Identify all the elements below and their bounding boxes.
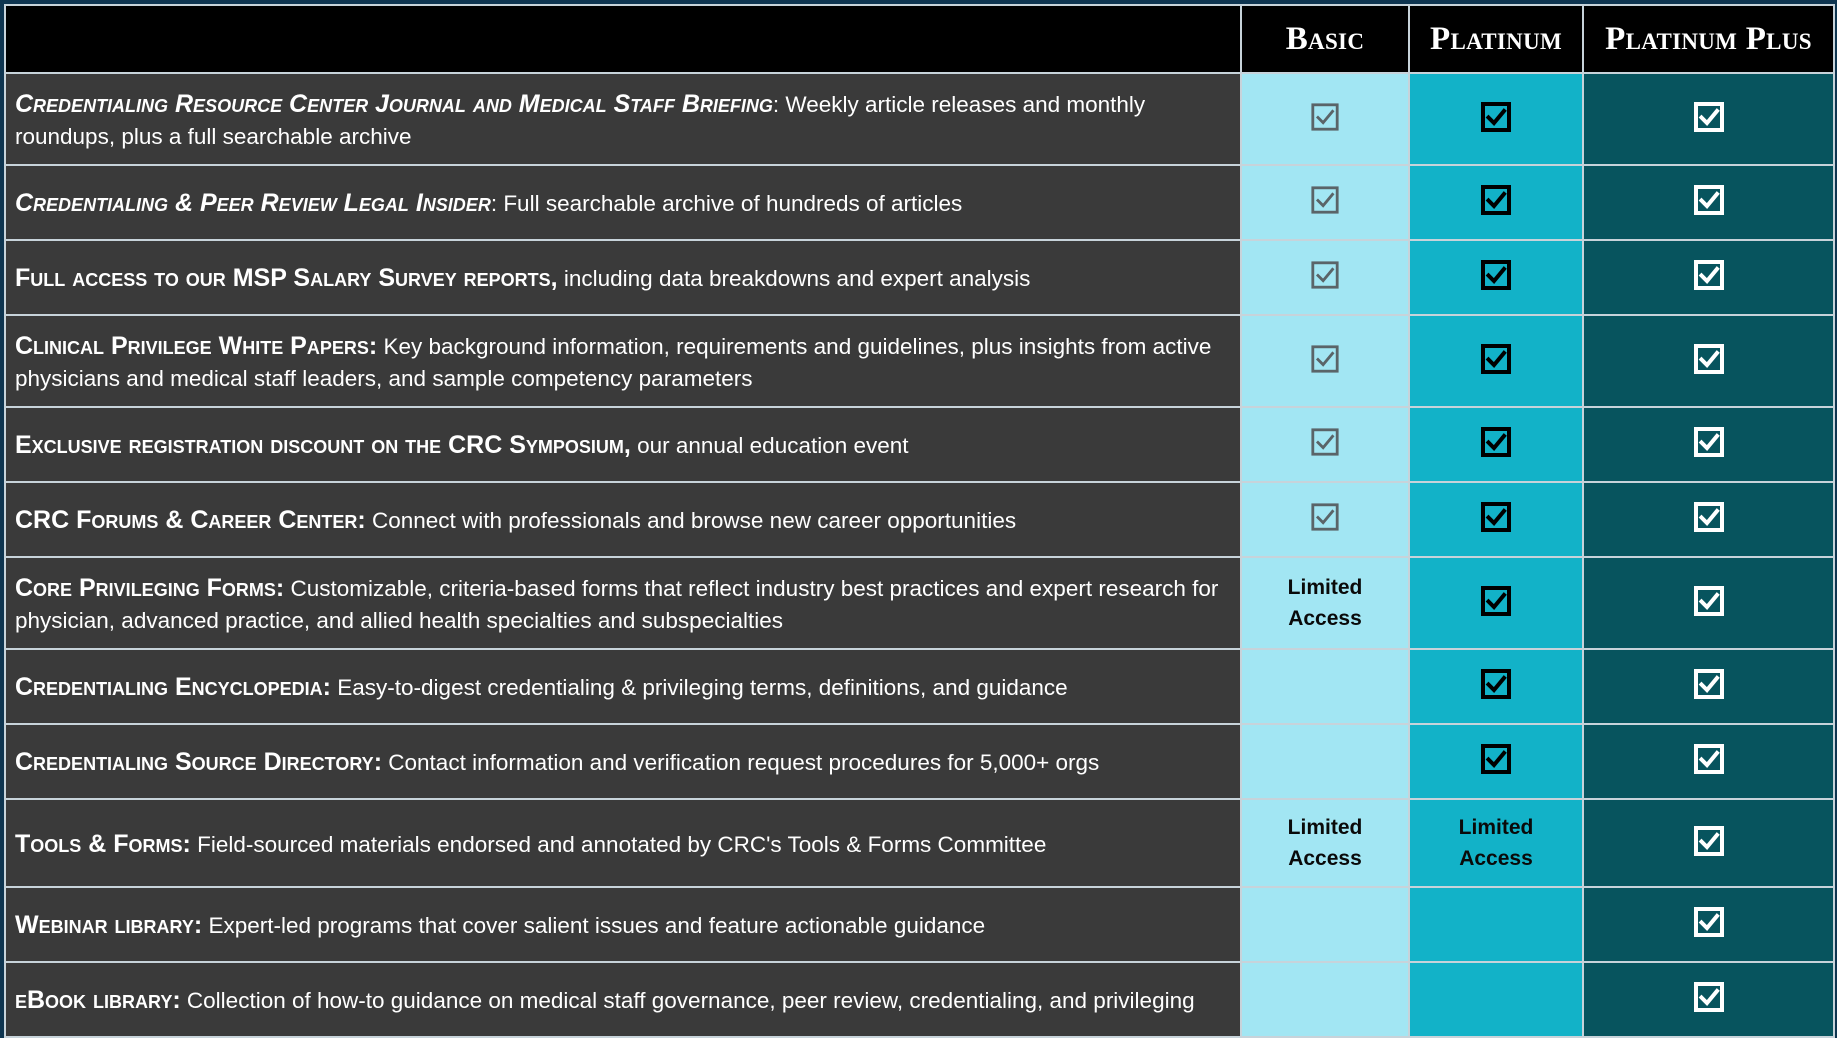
feature-cell [5, 407, 1241, 482]
basic-tier-cell [1241, 887, 1409, 962]
checkbox-checked-icon [1693, 184, 1725, 221]
feature-cell [5, 165, 1241, 240]
checkbox-checked-icon [1693, 668, 1725, 705]
feature-title: Full access to our MSP Salary Survey reports, [15, 264, 558, 292]
checkbox-checked-icon [1693, 585, 1725, 622]
basic-tier-cell [1241, 724, 1409, 799]
platinum-plus-tier-cell [1583, 482, 1834, 557]
feature-row [5, 799, 1834, 887]
checkbox-checked-icon [1480, 343, 1512, 380]
checkbox-checked-icon [1480, 743, 1512, 780]
checkbox-checked-icon [1480, 668, 1512, 705]
feature-title: eBook library: [15, 986, 181, 1014]
checkbox-checked-icon [1480, 585, 1512, 622]
checkbox-checked-icon [1693, 343, 1725, 380]
feature-row [5, 649, 1834, 724]
feature-description: our annual education event [630, 433, 909, 458]
platinum-plus-tier-cell [1583, 724, 1834, 799]
platinum-plus-tier-cell [1583, 962, 1834, 1037]
feature-description: Field-sourced materials endorsed and annotated by CRC's Tools & Forms Committee [190, 831, 1047, 857]
platinum-tier-cell [1409, 482, 1583, 557]
feature-cell [5, 557, 1241, 649]
feature-column-header [5, 5, 1241, 73]
basic-tier-cell [1241, 557, 1409, 649]
limited-access-label: Limited Access [1458, 816, 1534, 870]
feature-cell [5, 482, 1241, 557]
feature-title: CRC Forums & Career Center: [15, 506, 366, 534]
feature-title: Exclusive registration discount on the CRC Symposium, [15, 431, 631, 459]
feature-description: Contact information and verification request procedures for 5,000+ orgs [382, 750, 1100, 775]
platinum-plus-tier-cell [1583, 557, 1834, 649]
platinum-tier-cell [1409, 73, 1583, 165]
membership-comparison-table [4, 4, 1835, 1038]
feature-rows [5, 73, 1834, 1037]
checkbox-checked-icon [1310, 185, 1340, 220]
checkbox-checked-icon [1480, 426, 1512, 463]
platinum-column-header: Platinum [1409, 5, 1583, 73]
feature-description: : Weekly article releases and monthly roundups, plus a full searchable archive [15, 91, 1146, 149]
feature-title: Credentialing Source Directory: [15, 748, 383, 776]
platinum-tier-cell [1409, 799, 1583, 887]
basic-column-header: Basic [1241, 5, 1409, 73]
feature-title: Tools & Forms: [15, 829, 191, 858]
feature-cell [5, 649, 1241, 724]
feature-row [5, 73, 1834, 165]
feature-row [5, 165, 1834, 240]
platinum-tier-cell [1409, 315, 1583, 407]
feature-row [5, 407, 1834, 482]
comparison-frame [4, 4, 1833, 1014]
feature-cell [5, 724, 1241, 799]
checkbox-checked-icon [1310, 260, 1340, 295]
feature-cell [5, 315, 1241, 407]
basic-tier-cell [1241, 407, 1409, 482]
platinum-plus-tier-cell [1583, 315, 1834, 407]
feature-description: Easy-to-digest credentialing & privileging terms, definitions, and guidance [331, 675, 1068, 700]
feature-description: Customizable, criteria-based forms that reflect industry best practices and expert research for physician, advanced practice, and allied health specialties and subspecialties [15, 575, 1219, 633]
basic-tier-cell [1241, 315, 1409, 407]
basic-tier-cell [1241, 165, 1409, 240]
platinum-plus-column-header: Platinum Plus [1583, 5, 1834, 73]
feature-description: Collection of how-to guidance on medical staff governance, peer review, credentialing, and privileging [180, 988, 1195, 1013]
feature-description: including data breakdowns and expert analysis [557, 266, 1031, 291]
limited-access-label: Limited Access [1287, 576, 1363, 630]
platinum-tier-cell [1409, 962, 1583, 1037]
platinum-tier-cell [1409, 407, 1583, 482]
feature-cell [5, 962, 1241, 1037]
feature-title: Webinar library: [15, 911, 203, 939]
platinum-tier-cell [1409, 649, 1583, 724]
platinum-plus-tier-cell [1583, 887, 1834, 962]
feature-title: Credentialing Encyclopedia: [15, 673, 332, 701]
basic-tier-cell [1241, 240, 1409, 315]
checkbox-checked-icon [1693, 259, 1725, 296]
basic-tier-cell [1241, 962, 1409, 1037]
feature-description: Expert-led programs that cover salient issues and feature actionable guidance [202, 913, 986, 938]
checkbox-checked-icon [1480, 101, 1512, 138]
basic-tier-cell [1241, 73, 1409, 165]
feature-row [5, 724, 1834, 799]
platinum-plus-tier-cell [1583, 165, 1834, 240]
feature-row [5, 315, 1834, 407]
checkbox-checked-icon [1693, 981, 1725, 1018]
checkbox-checked-icon [1310, 427, 1340, 462]
checkbox-checked-icon [1480, 184, 1512, 221]
feature-description: Connect with professionals and browse new career opportunities [365, 508, 1017, 533]
feature-row [5, 962, 1834, 1037]
feature-row [5, 887, 1834, 962]
platinum-plus-tier-cell [1583, 649, 1834, 724]
platinum-tier-cell [1409, 165, 1583, 240]
feature-cell [5, 240, 1241, 315]
platinum-plus-tier-cell [1583, 240, 1834, 315]
platinum-plus-tier-cell [1583, 407, 1834, 482]
basic-tier-cell [1241, 799, 1409, 887]
platinum-tier-cell [1409, 557, 1583, 649]
checkbox-checked-icon [1310, 344, 1340, 379]
feature-description: : Full searchable archive of hundreds of articles [490, 191, 963, 216]
feature-row [5, 482, 1834, 557]
feature-description: Key background information, requirements and guidelines, plus insights from active physicians and medical staff leaders, and sample competency parameters [15, 333, 1212, 391]
checkbox-checked-icon [1693, 825, 1725, 862]
feature-cell [5, 799, 1241, 887]
limited-access-label: Limited Access [1287, 816, 1363, 870]
checkbox-checked-icon [1310, 502, 1340, 537]
checkbox-checked-icon [1480, 501, 1512, 538]
feature-cell [5, 887, 1241, 962]
checkbox-checked-icon [1693, 501, 1725, 538]
platinum-tier-cell [1409, 724, 1583, 799]
feature-cell [5, 73, 1241, 165]
platinum-plus-tier-cell [1583, 73, 1834, 165]
checkbox-checked-icon [1693, 101, 1725, 138]
checkbox-checked-icon [1480, 259, 1512, 296]
feature-title: Credentialing & Peer Review Legal Insider [15, 189, 491, 217]
platinum-tier-cell [1409, 887, 1583, 962]
platinum-plus-tier-cell [1583, 799, 1834, 887]
feature-title: Clinical Privilege White Papers: [15, 331, 378, 360]
feature-title: Core Privileging Forms: [15, 573, 285, 602]
feature-row [5, 240, 1834, 315]
basic-tier-cell [1241, 649, 1409, 724]
header-row [5, 5, 1834, 73]
basic-tier-cell [1241, 482, 1409, 557]
checkbox-checked-icon [1693, 743, 1725, 780]
checkbox-checked-icon [1310, 102, 1340, 137]
feature-title: Credentialing Resource Center Journal and Medical Staff Briefing [15, 89, 773, 118]
checkbox-checked-icon [1693, 906, 1725, 943]
checkbox-checked-icon [1693, 426, 1725, 463]
feature-row [5, 557, 1834, 649]
platinum-tier-cell [1409, 240, 1583, 315]
